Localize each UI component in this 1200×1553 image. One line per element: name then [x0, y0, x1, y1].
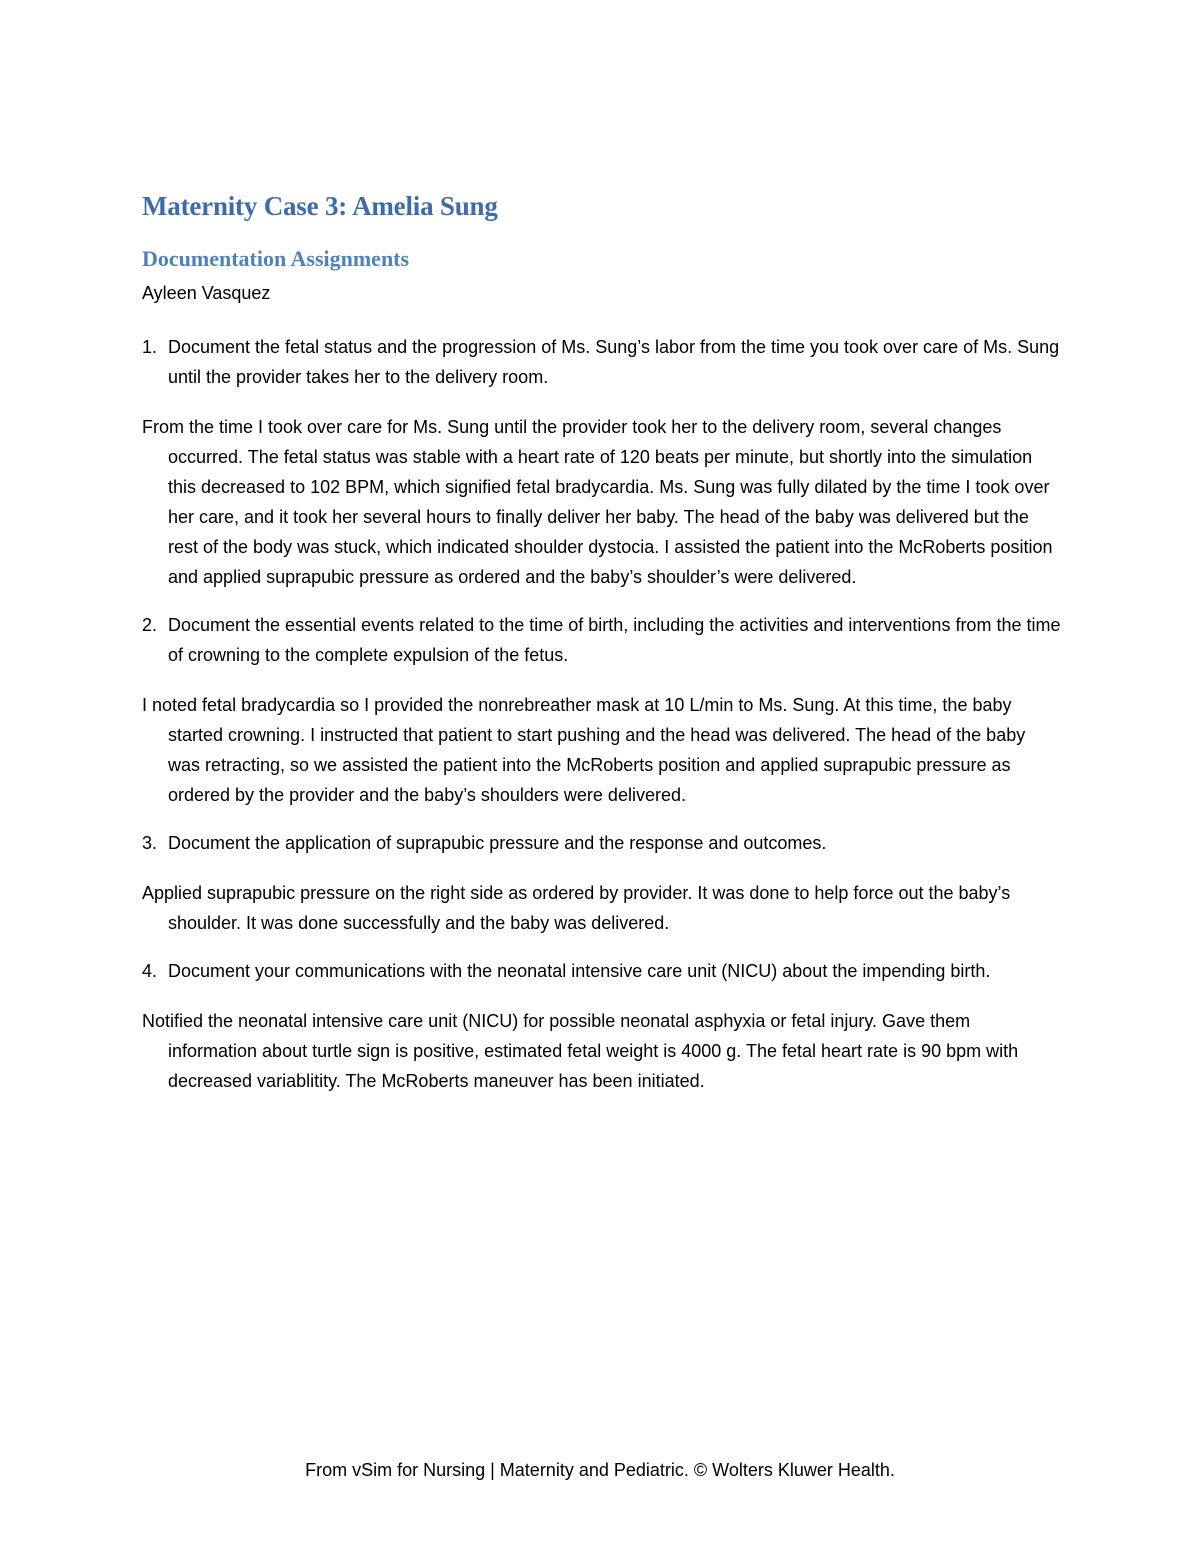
- answer-4: Notified the neonatal intensive care unit (NICU) for possible neonatal asphyxia or fetal injury. Gave them information about turtle sign is positive, estimated fetal weight is 4000 g. The fetal heart rate is 90 bpm with decreased variablitity. The McRoberts maneuver has been initiated.: [142, 1011, 1019, 1091]
- question-number: 2.: [142, 615, 158, 635]
- question-1: [142, 332, 1062, 392]
- answer-3: Applied suprapubic pressure on the right side as ordered by provider. It was done to help force out the baby’s shoulder. It was done successfully and the baby was delivered.: [142, 883, 1011, 933]
- answer-1: From the time I took over care for Ms. Sung until the provider took her to the delivery room, several changes occurred. The fetal status was stable with a heart rate of 120 beats per minute, but shortly into the simulation this decreased to 102 BPM, which signified fetal bradycardia. Ms. Sung was fully dilated by the time I took over her care, and it took her several hours to finally deliver her baby. The head of the baby was delivered but the rest of the body was stuck, which indicated shoulder dystocia. I assisted the patient into the McRoberts position and applied suprapubic pressure as ordered and the baby’s shoulder’s were delivered.: [142, 417, 1053, 587]
- question-number: 3.: [142, 833, 158, 853]
- question-4: [142, 956, 1062, 986]
- section-heading: Documentation Assignments: [142, 246, 410, 271]
- page-title: Maternity Case 3: Amelia Sung: [142, 191, 498, 221]
- document-body: [142, 186, 1062, 1096]
- author-name: Ayleen Vasquez: [142, 283, 271, 303]
- question-number: 4.: [142, 961, 158, 981]
- question-number: 1.: [142, 337, 158, 357]
- question-text: Document your communications with the neonatal intensive care unit (NICU) about the impending birth.: [168, 961, 991, 981]
- question-text: Document the application of suprapubic pressure and the response and outcomes.: [168, 833, 827, 853]
- answer-2: I noted fetal bradycardia so I provided the nonrebreather mask at 10 L/min to Ms. Sung. At this time, the baby started crowning. I instructed that patient to start pushing and the head was delivered. The head of the baby was retracting, so we assisted the patient into the McRoberts position and applied suprapubic pressure as ordered by the provider and the baby’s shoulders were delivered.: [142, 695, 1026, 805]
- question-text: Document the fetal status and the progression of Ms. Sung’s labor from the time you took over care of Ms. Sung until the provider takes her to the delivery room.: [168, 337, 1060, 387]
- question-text: Document the essential events related to the time of birth, including the activities and interventions from the time of crowning to the complete expulsion of the fetus.: [168, 615, 1061, 665]
- question-3: [142, 828, 1062, 858]
- page-footer: From vSim for Nursing | Maternity and Pediatric. © Wolters Kluwer Health.: [305, 1460, 895, 1480]
- question-2: [142, 610, 1062, 670]
